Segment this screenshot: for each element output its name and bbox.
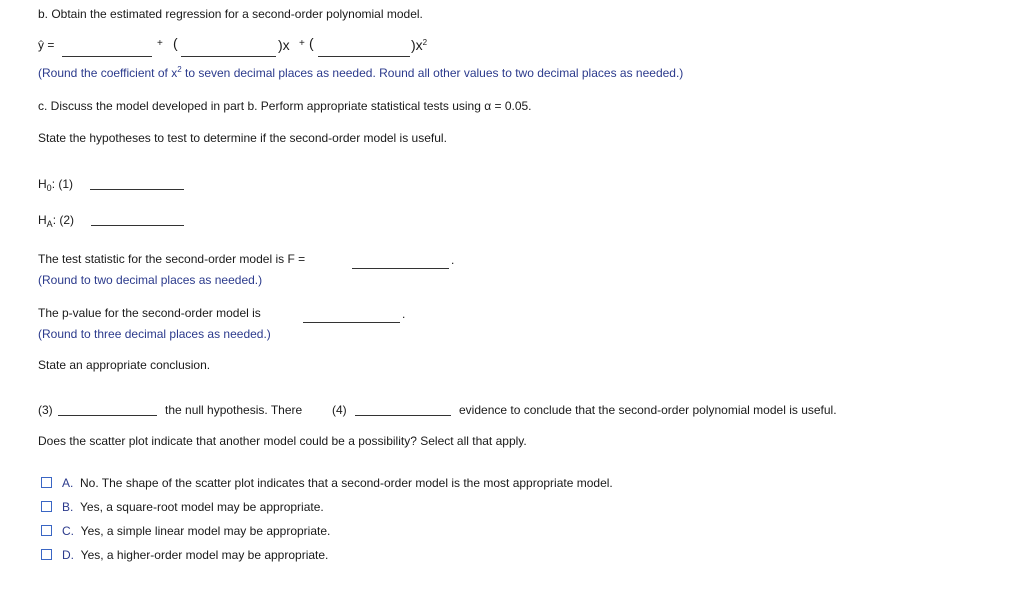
f-stat-period: . bbox=[451, 253, 455, 267]
f-stat-label: The test statistic for the second-order model is F = bbox=[38, 252, 306, 266]
x2-coefficient-input[interactable] bbox=[318, 44, 410, 57]
plus-sign: + bbox=[157, 38, 163, 49]
yhat-label: ŷ = bbox=[38, 38, 55, 52]
rounding-hint-b: (Round the coefficient of $x^2$ to seven decimal places as needed. Round all other values to two decimal places as needed.) bbox=[38, 65, 684, 80]
plus-sign-2: + bbox=[299, 38, 305, 49]
intercept-input[interactable] bbox=[62, 44, 152, 57]
conclusion-mid-text: the null hypothesis. There bbox=[165, 403, 303, 417]
option-d[interactable]: D. Yes, a higher-order model may be appropriate. bbox=[62, 548, 329, 562]
part-b-heading: b. Obtain the estimated regression for a second-order polynomial model. bbox=[38, 7, 423, 21]
p-value-label: The p-value for the second-order model is bbox=[38, 306, 261, 320]
x2-term: )$x^2$ bbox=[411, 37, 428, 53]
option-c[interactable]: C. Yes, a simple linear model may be appropriate. bbox=[62, 524, 331, 538]
option-b-checkbox[interactable] bbox=[41, 501, 52, 512]
conclusion-dropdown-3[interactable] bbox=[58, 403, 157, 416]
x-coefficient-input[interactable] bbox=[181, 44, 276, 57]
conclusion-prompt: State an appropriate conclusion. bbox=[38, 358, 211, 372]
option-a-checkbox[interactable] bbox=[41, 477, 52, 488]
conclusion-num-4: (4) bbox=[332, 403, 347, 417]
f-stat-hint: (Round to two decimal places as needed.) bbox=[38, 273, 263, 287]
scatter-question: Does the scatter plot indicate that another model could be a possibility? Select all that apply. bbox=[38, 434, 527, 448]
conclusion-num-3: (3) bbox=[38, 403, 53, 417]
ha-label: $H_A$: (2) bbox=[38, 213, 75, 229]
option-b[interactable]: B. Yes, a square-root model may be appropriate. bbox=[62, 500, 324, 514]
p-value-input[interactable] bbox=[303, 310, 400, 323]
h0-label: $H_0$: (1) bbox=[38, 177, 74, 193]
p-value-period: . bbox=[402, 307, 406, 321]
h0-dropdown[interactable] bbox=[90, 177, 184, 190]
open-paren-2: ( bbox=[309, 35, 314, 51]
f-stat-input[interactable] bbox=[352, 256, 449, 269]
open-paren-1: ( bbox=[173, 35, 178, 51]
part-c-heading: c. Discuss the model developed in part b. Perform appropriate statistical tests using α = 0.05. bbox=[38, 99, 532, 113]
p-value-hint: (Round to three decimal places as needed.) bbox=[38, 327, 271, 341]
option-c-checkbox[interactable] bbox=[41, 525, 52, 536]
option-a[interactable]: A. No. The shape of the scatter plot indicates that a second-order model is the most appropriate model. bbox=[62, 476, 613, 490]
ha-dropdown[interactable] bbox=[91, 213, 184, 226]
x-term: )x bbox=[278, 37, 290, 53]
conclusion-end-text: evidence to conclude that the second-order polynomial model is useful. bbox=[459, 403, 837, 417]
option-d-checkbox[interactable] bbox=[41, 549, 52, 560]
hypotheses-prompt: State the hypotheses to test to determine if the second-order model is useful. bbox=[38, 131, 447, 145]
conclusion-dropdown-4[interactable] bbox=[355, 403, 451, 416]
